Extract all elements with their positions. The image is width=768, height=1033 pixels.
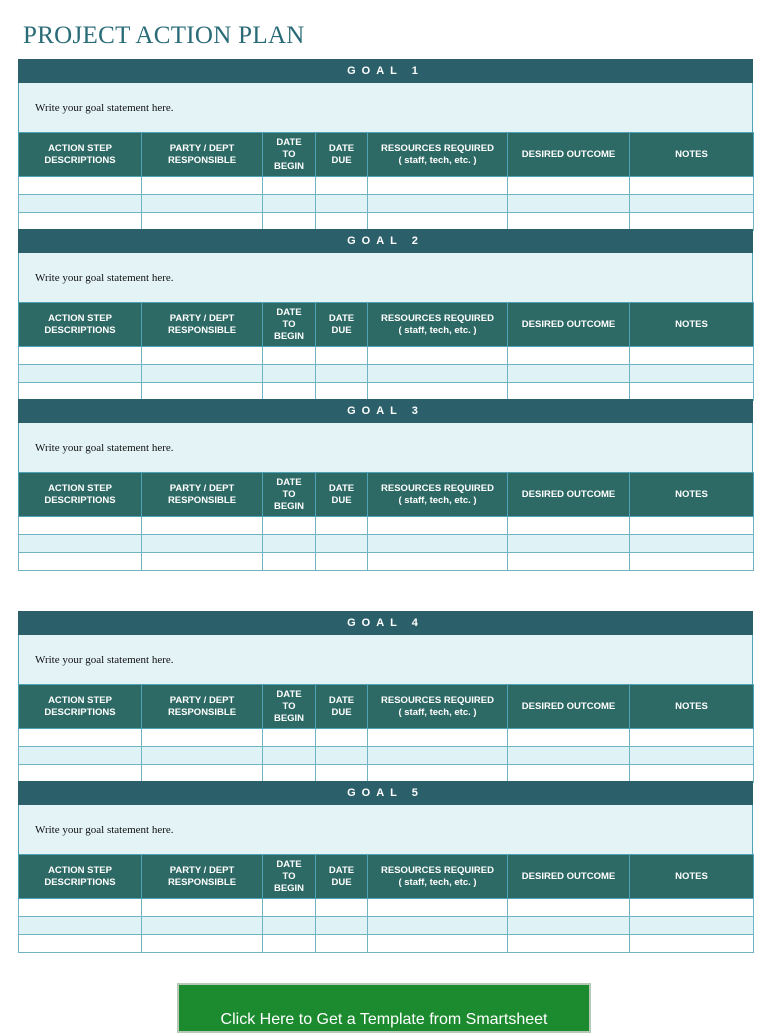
table-cell[interactable] — [368, 195, 508, 213]
table-cell[interactable] — [508, 899, 630, 917]
column-header — [316, 473, 368, 517]
column-header — [316, 303, 368, 347]
column-header-line: BEGIN — [273, 882, 305, 894]
column-header-line: DESCRIPTIONS — [44, 876, 116, 888]
table-row — [19, 177, 754, 195]
action-table — [18, 472, 754, 571]
column-header — [263, 855, 316, 899]
column-header — [508, 303, 630, 347]
table-cell[interactable] — [368, 935, 508, 953]
table-cell[interactable] — [142, 535, 263, 553]
column-header — [508, 855, 630, 899]
table-cell[interactable] — [142, 553, 263, 571]
column-header-line: DATE — [328, 312, 355, 324]
column-header — [508, 133, 630, 177]
table-row — [19, 213, 754, 231]
table-cell[interactable] — [368, 177, 508, 195]
table-cell[interactable] — [316, 177, 368, 195]
table-cell[interactable] — [368, 765, 508, 783]
table-cell[interactable] — [263, 213, 316, 231]
table-cell[interactable] — [316, 347, 368, 365]
column-header-line: RESOURCES REQUIRED — [381, 312, 494, 324]
table-cell[interactable] — [630, 729, 754, 747]
table-cell[interactable] — [508, 213, 630, 231]
table-cell[interactable] — [368, 517, 508, 535]
table-cell[interactable] — [142, 195, 263, 213]
column-header — [263, 685, 316, 729]
table-cell[interactable] — [263, 517, 316, 535]
goal-block — [18, 59, 753, 231]
table-cell[interactable] — [263, 935, 316, 953]
table-cell[interactable] — [263, 729, 316, 747]
column-header — [142, 303, 263, 347]
table-cell[interactable] — [368, 535, 508, 553]
action-table — [18, 854, 754, 953]
table-cell[interactable] — [142, 347, 263, 365]
column-header — [508, 685, 630, 729]
table-cell[interactable] — [19, 213, 142, 231]
table-cell[interactable] — [19, 899, 142, 917]
column-header — [630, 303, 754, 347]
column-header — [263, 303, 316, 347]
table-cell[interactable] — [316, 765, 368, 783]
column-header-line: DUE — [331, 494, 352, 506]
column-header-line: ACTION STEP — [48, 312, 112, 324]
column-header-line: PARTY / DEPT — [169, 312, 235, 324]
column-header-line: RESPONSIBLE — [167, 494, 237, 506]
column-header — [316, 685, 368, 729]
column-header-line: PARTY / DEPT — [169, 864, 235, 876]
table-cell[interactable] — [142, 213, 263, 231]
table-cell[interactable] — [368, 553, 508, 571]
column-header-line: DUE — [331, 154, 352, 166]
table-cell[interactable] — [263, 899, 316, 917]
column-header — [263, 473, 316, 517]
goal-heading: GOAL 3 — [18, 399, 753, 423]
column-header-line: NOTES — [675, 488, 708, 500]
column-header-line: RESPONSIBLE — [167, 876, 237, 888]
column-header-line: DATE — [276, 688, 302, 700]
column-header-line: BEGIN — [273, 712, 305, 724]
column-header — [142, 133, 263, 177]
column-header-line: ( staff, tech, etc. ) — [398, 706, 477, 718]
action-table — [18, 132, 754, 231]
column-header-line: TO — [282, 488, 296, 500]
column-header-line: DESIRED OUTCOME — [521, 488, 616, 500]
table-cell[interactable] — [630, 899, 754, 917]
table-cell[interactable] — [316, 195, 368, 213]
action-table — [18, 684, 754, 783]
table-row — [19, 765, 754, 783]
column-header-line: RESPONSIBLE — [167, 706, 237, 718]
column-header-line: DESCRIPTIONS — [44, 154, 116, 166]
column-header-line: ( staff, tech, etc. ) — [398, 494, 477, 506]
table-cell[interactable] — [508, 383, 630, 401]
column-header-line: BEGIN — [273, 160, 305, 172]
column-header-line: RESOURCES REQUIRED — [381, 694, 494, 706]
table-cell[interactable] — [142, 747, 263, 765]
table-row — [19, 917, 754, 935]
table-cell[interactable] — [142, 517, 263, 535]
table-cell[interactable] — [263, 535, 316, 553]
table-cell[interactable] — [263, 177, 316, 195]
smartsheet-template-button[interactable]: Click Here to Get a Template from Smartsheet — [177, 983, 591, 1033]
column-header — [316, 855, 368, 899]
column-header-line: DUE — [331, 324, 352, 336]
table-row — [19, 935, 754, 953]
table-row — [19, 535, 754, 553]
table-cell[interactable] — [142, 899, 263, 917]
table-row — [19, 365, 754, 383]
table-cell[interactable] — [630, 347, 754, 365]
column-header — [508, 473, 630, 517]
table-cell[interactable] — [19, 553, 142, 571]
table-cell[interactable] — [630, 177, 754, 195]
table-row — [19, 729, 754, 747]
table-cell[interactable] — [142, 917, 263, 935]
column-header — [630, 133, 754, 177]
action-table — [18, 302, 754, 401]
column-header-line: TO — [282, 318, 296, 330]
table-cell[interactable] — [630, 917, 754, 935]
column-header-line: DATE — [276, 858, 302, 870]
column-header-line: DUE — [331, 706, 352, 718]
table-cell[interactable] — [508, 195, 630, 213]
table-cell[interactable] — [142, 383, 263, 401]
column-header-line: RESOURCES REQUIRED — [381, 142, 494, 154]
goal-statement[interactable]: Write your goal statement here. — [18, 423, 753, 472]
goal-block — [18, 399, 753, 571]
table-cell[interactable] — [316, 899, 368, 917]
column-header-line: DESIRED OUTCOME — [521, 700, 616, 712]
table-cell[interactable] — [630, 535, 754, 553]
page-title: PROJECT ACTION PLAN — [23, 22, 305, 49]
table-cell[interactable] — [630, 213, 754, 231]
table-cell[interactable] — [263, 553, 316, 571]
column-header-line: ( staff, tech, etc. ) — [398, 324, 477, 336]
table-cell[interactable] — [630, 195, 754, 213]
table-cell[interactable] — [368, 729, 508, 747]
column-header — [19, 855, 142, 899]
table-cell[interactable] — [508, 517, 630, 535]
table-cell[interactable] — [19, 729, 142, 747]
column-header-line: DATE — [328, 694, 355, 706]
column-header-line: DATE — [276, 306, 302, 318]
goal-heading: GOAL 4 — [18, 611, 753, 635]
table-cell[interactable] — [316, 365, 368, 383]
table-cell[interactable] — [19, 365, 142, 383]
column-header-line: PARTY / DEPT — [169, 482, 235, 494]
table-cell[interactable] — [19, 347, 142, 365]
table-cell[interactable] — [263, 765, 316, 783]
table-cell[interactable] — [368, 747, 508, 765]
table-cell[interactable] — [142, 177, 263, 195]
table-row — [19, 195, 754, 213]
table-cell[interactable] — [630, 365, 754, 383]
table-cell[interactable] — [316, 517, 368, 535]
goal-statement[interactable]: Write your goal statement here. — [18, 805, 753, 854]
column-header-line: ACTION STEP — [48, 482, 112, 494]
table-row — [19, 553, 754, 571]
table-cell[interactable] — [316, 935, 368, 953]
goal-heading: GOAL 1 — [18, 59, 753, 83]
table-cell[interactable] — [508, 935, 630, 953]
table-cell[interactable] — [19, 765, 142, 783]
column-header — [630, 685, 754, 729]
column-header — [368, 473, 508, 517]
table-cell[interactable] — [508, 729, 630, 747]
table-cell[interactable] — [368, 899, 508, 917]
table-cell[interactable] — [316, 213, 368, 231]
column-header — [19, 473, 142, 517]
column-header-line: DATE — [276, 136, 302, 148]
column-header — [368, 685, 508, 729]
table-cell[interactable] — [263, 195, 316, 213]
table-cell[interactable] — [19, 917, 142, 935]
table-cell[interactable] — [19, 383, 142, 401]
column-header — [19, 685, 142, 729]
table-cell[interactable] — [316, 917, 368, 935]
table-cell[interactable] — [316, 383, 368, 401]
column-header-line: ( staff, tech, etc. ) — [398, 154, 477, 166]
table-cell[interactable] — [630, 383, 754, 401]
column-header-line: TO — [282, 148, 296, 160]
table-row — [19, 383, 754, 401]
table-cell[interactable] — [368, 213, 508, 231]
column-header-line: TO — [282, 700, 296, 712]
table-cell[interactable] — [508, 917, 630, 935]
table-cell[interactable] — [19, 747, 142, 765]
column-header-line: NOTES — [675, 148, 708, 160]
table-cell[interactable] — [368, 383, 508, 401]
column-header-line: DUE — [331, 876, 352, 888]
column-header-line: DESCRIPTIONS — [44, 494, 116, 506]
column-header-line: DATE — [328, 142, 355, 154]
column-header — [630, 473, 754, 517]
column-header-line: DATE — [328, 864, 355, 876]
table-cell[interactable] — [508, 765, 630, 783]
table-cell[interactable] — [263, 747, 316, 765]
table-cell[interactable] — [19, 535, 142, 553]
column-header-line: TO — [282, 870, 296, 882]
table-cell[interactable] — [316, 553, 368, 571]
column-header-line: NOTES — [675, 870, 708, 882]
column-header — [263, 133, 316, 177]
column-header — [19, 303, 142, 347]
column-header-line: ACTION STEP — [48, 864, 112, 876]
column-header-line: BEGIN — [273, 330, 305, 342]
table-cell[interactable] — [263, 365, 316, 383]
column-header-line: ACTION STEP — [48, 142, 112, 154]
table-cell[interactable] — [630, 553, 754, 571]
table-cell[interactable] — [142, 935, 263, 953]
table-cell[interactable] — [368, 365, 508, 383]
column-header — [316, 133, 368, 177]
column-header-line: DATE — [328, 482, 355, 494]
table-cell[interactable] — [19, 195, 142, 213]
column-header — [630, 855, 754, 899]
column-header — [142, 855, 263, 899]
table-cell[interactable] — [508, 365, 630, 383]
table-cell[interactable] — [142, 365, 263, 383]
column-header — [368, 855, 508, 899]
column-header-line: DESCRIPTIONS — [44, 324, 116, 336]
column-header — [368, 133, 508, 177]
goal-statement[interactable]: Write your goal statement here. — [18, 635, 753, 684]
table-row — [19, 747, 754, 765]
table-cell[interactable] — [630, 765, 754, 783]
table-cell[interactable] — [316, 729, 368, 747]
table-cell[interactable] — [19, 935, 142, 953]
table-cell[interactable] — [508, 347, 630, 365]
table-cell[interactable] — [263, 347, 316, 365]
column-header-line: BEGIN — [273, 500, 305, 512]
table-cell[interactable] — [19, 177, 142, 195]
column-header-line: DESIRED OUTCOME — [521, 318, 616, 330]
table-cell[interactable] — [368, 917, 508, 935]
table-cell[interactable] — [630, 935, 754, 953]
column-header — [368, 303, 508, 347]
column-header-line: DESCRIPTIONS — [44, 706, 116, 718]
goal-block — [18, 611, 753, 783]
table-row — [19, 517, 754, 535]
column-header-line: ( staff, tech, etc. ) — [398, 876, 477, 888]
column-header — [19, 133, 142, 177]
column-header-line: PARTY / DEPT — [169, 694, 235, 706]
column-header-line: NOTES — [675, 318, 708, 330]
goal-statement[interactable]: Write your goal statement here. — [18, 83, 753, 132]
column-header-line: NOTES — [675, 700, 708, 712]
column-header-line: RESOURCES REQUIRED — [381, 864, 494, 876]
column-header-line: RESPONSIBLE — [167, 324, 237, 336]
goal-heading: GOAL 5 — [18, 781, 753, 805]
column-header-line: RESPONSIBLE — [167, 154, 237, 166]
table-cell[interactable] — [630, 747, 754, 765]
column-header-line: ACTION STEP — [48, 694, 112, 706]
column-header-line: DATE — [276, 476, 302, 488]
goal-statement[interactable]: Write your goal statement here. — [18, 253, 753, 302]
goal-heading: GOAL 2 — [18, 229, 753, 253]
table-cell[interactable] — [263, 917, 316, 935]
column-header-line: PARTY / DEPT — [169, 142, 235, 154]
table-cell[interactable] — [508, 553, 630, 571]
table-row — [19, 347, 754, 365]
table-cell[interactable] — [19, 517, 142, 535]
table-cell[interactable] — [142, 729, 263, 747]
table-cell[interactable] — [263, 383, 316, 401]
table-cell[interactable] — [508, 747, 630, 765]
table-cell[interactable] — [142, 765, 263, 783]
column-header-line: DESIRED OUTCOME — [521, 148, 616, 160]
table-cell[interactable] — [368, 347, 508, 365]
table-cell[interactable] — [508, 177, 630, 195]
table-cell[interactable] — [316, 535, 368, 553]
table-cell[interactable] — [508, 535, 630, 553]
goal-block — [18, 229, 753, 401]
table-row — [19, 899, 754, 917]
table-cell[interactable] — [316, 747, 368, 765]
goal-block — [18, 781, 753, 953]
table-cell[interactable] — [630, 517, 754, 535]
column-header — [142, 473, 263, 517]
column-header — [142, 685, 263, 729]
column-header-line: DESIRED OUTCOME — [521, 870, 616, 882]
column-header-line: RESOURCES REQUIRED — [381, 482, 494, 494]
